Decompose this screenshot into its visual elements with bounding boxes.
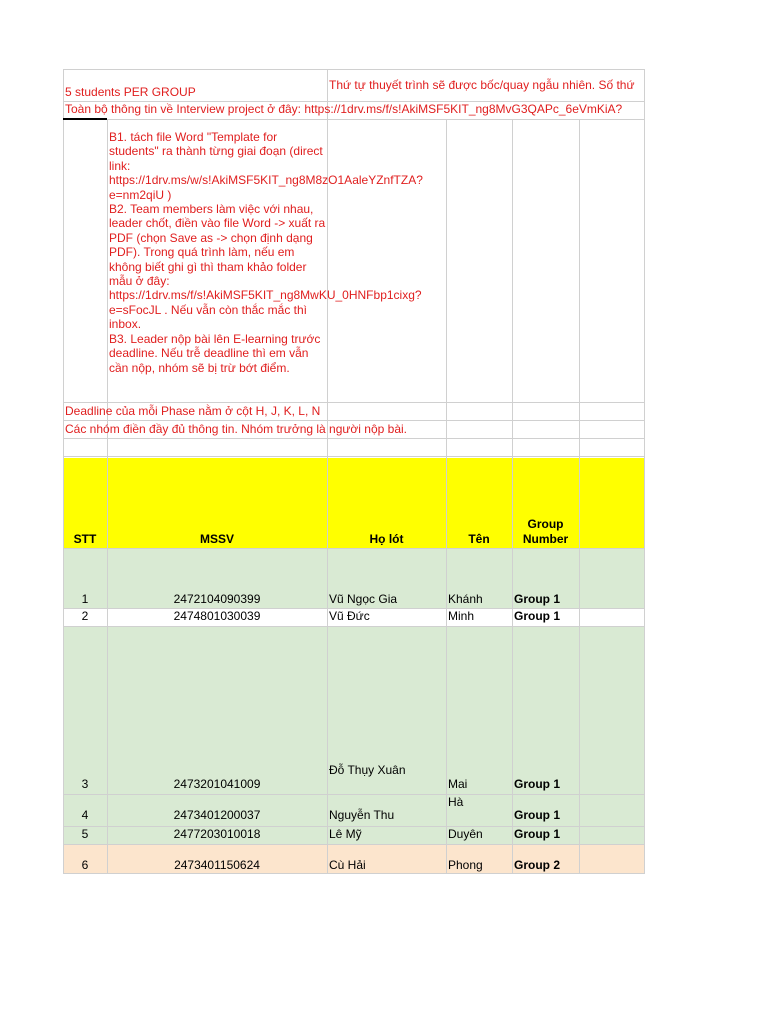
gridline <box>644 69 645 874</box>
row-2-ho-lot[interactable]: Vũ Đức <box>329 609 370 623</box>
gridline <box>63 438 645 439</box>
row-4-mssv[interactable]: 2473401200037 <box>173 808 261 822</box>
row-2-group[interactable]: Group 1 <box>514 609 561 623</box>
row-6-ten[interactable]: Phong <box>448 858 483 872</box>
gridline <box>63 69 64 874</box>
gridline <box>63 548 645 549</box>
gridline <box>63 402 645 403</box>
note-presentation-order[interactable]: Thứ tự thuyết trình sẽ được bốc/quay ngẫu nhiên. Số thứ <box>329 78 635 92</box>
gridline <box>63 626 645 627</box>
gridline <box>63 69 645 70</box>
note-group-size[interactable]: 5 students PER GROUP <box>65 85 196 99</box>
row-3-ten[interactable]: Mai <box>448 777 468 791</box>
note-fill-info[interactable]: Các nhóm điền đầy đủ thông tin. Nhóm trưởng là người nộp bài. <box>65 422 407 436</box>
row-5-ten[interactable]: Duyên <box>448 827 483 841</box>
row-5-mssv[interactable]: 2477203010018 <box>173 827 261 841</box>
row-4-group[interactable]: Group 1 <box>514 808 561 822</box>
note-deadline[interactable]: Deadline của mỗi Phase nằm ở cột H, J, K, L, N <box>65 404 321 418</box>
row-5-ho-lot[interactable]: Lê Mỹ <box>329 827 362 841</box>
row-4-stt[interactable]: 4 <box>81 808 89 822</box>
row-2-mssv[interactable]: 2474801030039 <box>173 609 261 623</box>
row-1-stt[interactable]: 1 <box>81 592 89 606</box>
gridline <box>579 119 580 874</box>
row-1-ten[interactable]: Khánh <box>448 592 483 606</box>
row-1-ho-lot[interactable]: Vũ Ngọc Gia <box>329 592 398 606</box>
row-6-mssv[interactable]: 2473401150624 <box>174 858 260 872</box>
row-3-ho-lot[interactable]: Đỗ Thụy Xuân <box>329 763 406 777</box>
header-stt[interactable]: STT <box>73 532 97 546</box>
active-cell-marker <box>63 118 107 120</box>
row-6-ho-lot[interactable]: Cù Hải <box>329 858 366 872</box>
row-3-mssv[interactable]: 2473201041009 <box>173 777 261 791</box>
note-project-info[interactable]: Toàn bộ thông tin về Interview project ở đây: https://1drv.ms/f/s!AkiMSF5KIT_ng8MvG3QAPc_6eVmKiA? <box>65 102 623 116</box>
header-ten[interactable]: Tên <box>468 532 490 546</box>
row-5-group[interactable]: Group 1 <box>514 827 561 841</box>
row-2-ten[interactable]: Minh <box>448 609 475 623</box>
gridline <box>63 844 645 845</box>
header-ho-lot[interactable]: Họ lót <box>369 532 404 546</box>
gridline <box>446 119 447 874</box>
gridline <box>63 456 645 457</box>
gridline <box>512 119 513 874</box>
gridline <box>63 119 645 120</box>
header-group-number[interactable]: Group Number <box>522 517 569 546</box>
note-instructions[interactable]: B1. tách file Word "Template for students" ra thành từng giai đoạn (direct link: https://1drv.ms/w/s!AkiMSF5KIT_ng8M8zO1AaleYZnfTZA?e=nm2qiU ) B2. Team members làm việc với nhau, leader chốt, điền vào file Word -> xuất ra PDF (chọn Save as -> chọn định dạng PDF). Trong quá trình làm, nếu em không biết ghi gì thì tham khảo folder mẫu ở đây: https://1drv.ms/f/s!AkiMSF5KIT_ng8MwKU_0HNFbp1cixg?e=sFocJL . Nếu vẫn còn thắc mắc thì inbox. B3. Leader nộp bài lên E-learning trước deadline. Nếu trễ deadline thì em vẫn cần nộp, nhóm sẽ bị trừ bớt điểm. <box>109 130 423 375</box>
row-1-group[interactable]: Group 1 <box>514 592 561 606</box>
gridline <box>63 420 645 421</box>
gridline <box>63 794 645 795</box>
row-6-group[interactable]: Group 2 <box>514 858 561 872</box>
row-1-mssv[interactable]: 2472104090399 <box>173 592 261 606</box>
row-3-group[interactable]: Group 1 <box>514 777 561 791</box>
header-mssv[interactable]: MSSV <box>199 532 234 546</box>
row-2-stt[interactable]: 2 <box>81 609 89 623</box>
row-4-ten[interactable]: Hà <box>448 795 464 809</box>
row-5-stt[interactable]: 5 <box>81 827 89 841</box>
row-4-ho-lot[interactable]: Nguyễn Thu <box>329 808 395 822</box>
row-6-stt[interactable]: 6 <box>81 858 89 872</box>
row-3-stt[interactable]: 3 <box>81 777 89 791</box>
